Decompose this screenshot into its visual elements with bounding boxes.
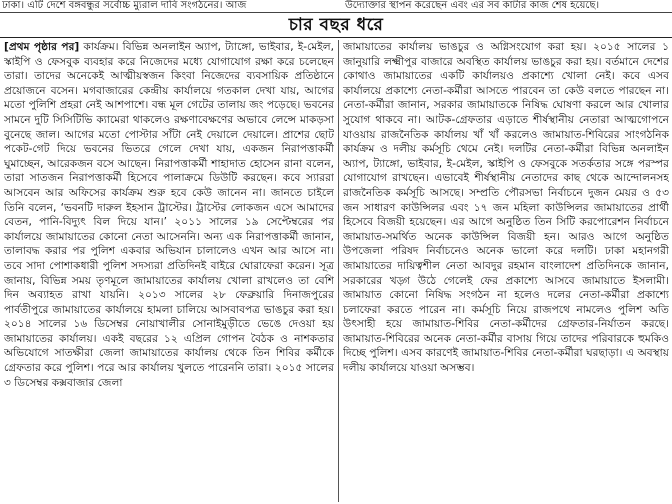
previous-article-left-text: ঢাকা। এটি দেশে বঙ্গবন্ধুর সর্বোচ্চ ম্যুরাল দাবি সংগঠনের। আজ: [2, 0, 247, 11]
continued-from-label: [প্রথম পৃষ্ঠার পর]: [4, 41, 80, 53]
left-column-paragraph: [4, 40, 334, 390]
left-column: [4, 40, 334, 502]
right-column: [343, 40, 669, 502]
right-column-body: জামায়াতের কার্যালয় ভাঙচুর ও অগ্নিসংযোগ করা হয়। ২০১৫ সালের ১ জানুয়ারি লক্ষ্মীপুর বাজারে অবস্থিত কার্যালয় ভাঙচুর করা হয়। বর্তমানে দেশের কোথাও জামায়াতের একটি কার্যালয়ও প্রকাশ্যে খোলা নেই। কবে এসব কার্যালয়ে প্রকাশ্যে নেতা-কর্মীরা আসতে পারবেন তা কেউ বলতে পারছেন না। নেতা-কর্মীরা জানান, সরকার জামায়াতকে নিষিদ্ধ ঘোষণা করলে আর খোলার সুযোগ থাকবে না। আটক-গ্রেফতার এড়াতে শীর্ষস্থানীয় নেতারা আত্মগোপনে যাওয়ায় রাজনৈতিক কার্যালয় খাঁ খাঁ করলেও জামায়াত-শিবিরের সাংগঠনিক কার্যক্রম ও দলীয় কর্মসূচি থেমে নেই। দলটির নেতা-কর্মীরা বিভিন্ন অনলাইন অ্যাপ, ট্যাঙ্গো, ভাইবার, ই-মেইল, স্কাইপি ও ফেসবুকে সতর্কতার সঙ্গে পরস্পর যোগাযোগ রাখছেন। এভাবেই শীর্ষস্থানীয় নেতাদের কাছ থেকে আন্দোলনসহ রাজনৈতিক কর্মসূচি আসছে। সম্প্রতি পৌরসভা নির্বাচনে দুজন মেয়র ও ৫৩ জন সাধারণ কাউন্সিলর এবং ১৭ জন মহিলা কাউন্সিলর জামায়াতের প্রার্থী হিসেবে বিজয়ী হয়েছেন। এর আগে অনুষ্ঠিত তিন সিটি করপোরেশন নির্বাচনে জামায়াত-সমর্থিত অনেক কাউন্সিল বিজয়ী হন। আরও আগে অনুষ্ঠিত উপজেলা পরিষদ নির্বাচনেও অনেক ভালো করে দলটি। ঢাকা মহানগরী জামায়াতের দায়িত্বশীল নেতা আবদুর রহমান বাংলাদেশ প্রতিদিনকে জানান, সরকারের খড়্গ উঠে গেলেই ফের প্রকাশ্যে আসবে জামায়াতে ইসলামী। জামায়াত কোনো নিষিদ্ধ সংগঠন না হলেও দলের নেতা-কর্মীরা প্রকাশ্যে চলাফেরা করতে পারেন না। কর্মসূচি নিয়ে রাজপথে নামলেও পুলিশ অতি উৎসাহী হয়ে জামায়াত-শিবির নেতা-কর্মীদের গ্রেফতার-নির্যাতন করছে। জামায়াত-শিবিরের অনেক নেতা-কর্মীর বাসায় গিয়ে তাদের পরিবারকে হুমকিও দিচ্ছে পুলিশ। এসব কারণেই জামায়াত-শিবির নেতা-কর্মীরা ঘরছাড়া। এ অবস্থায় দলীয় কার্যালয়ে যাওয়া অসম্ভব।: [343, 41, 669, 375]
previous-article-strip: [0, 0, 672, 13]
headline-bar: [0, 13, 672, 38]
left-column-body: কার্যক্রম। বিভিন্ন অনলাইন অ্যাপ, ট্যাঙ্গো, ভাইবার, ই-মেইল, স্কাইপি ও ফেসবুক ব্যবহার করে নিজেদের মধ্যে যোগাযোগ রক্ষা করে চলেছেন তারা। তাদের অনেকেই আত্মীয়স্বজন কিংবা নিজেদের ব্যবসায়িক প্রতিষ্ঠানে প্রয়োজনে বসেন। মগবাজারের কেন্দ্রীয় কার্যালয়ে গতকাল দেখা যায়, আগের মতো পুলিশি প্রহরা নেই আশপাশে। বন্ধ মূল গেটের তালায় জং পড়েছে। ভবনের সামনে দুটি সিসিটিভি ক্যামেরা থাকলেও রক্ষণাবেক্ষণের অভাবে লেন্সে মাকড়সা বুনেছে জাল। আগের মতো পোস্টার সাঁটা নেই দেয়ালে দেয়ালে। প্রাশের ছোট পকেট-গেট দিয়ে ভবনের ভিতরে গেলে দেখা যায়, একজন নিরাপত্তাকর্মী ঘুমাচ্ছেন, আরেকজন বসে আছেন। নিরাপত্তাকর্মী শাহাদাত হোসেন রানা বলেন, তারা সাতজন নিরাপত্তাকর্মী হিসেবে পালাক্রমে ডিউটি করছেন। কবে স্যাররা আসবেন আর অফিসের কার্যক্রম শুরু হবে কেউ জানেন না। জানতে চাইলে তিনি বলেন, ‘ভবনটি দারুল ইহসান ট্রাস্টের। ট্রাস্টের লোকজন এসে আমাদের বেতন, পানি-বিদ্যুৎ বিল দিয়ে যান।’ ২০১১ সালের ১৯ সেপ্টেম্বরের পর কার্যালয়ে জামায়াতের কোনো নেতা আসেননি। অন্য এক নিরাপত্তাকর্মী জানান, তালাবদ্ধ করার পর পুলিশ একবার অভিযান চালালেও এখন আর আসে না। তবে সাদা পোশাকধারী পুলিশ সদস্যরা প্রতিদিনই বাইরে ঘোরাফেরা করেন। সূত্র জানায়, বিভিন্ন সময় তৃণমূলে জামায়াতের কার্যালয় খোলা রাখলেও তা বেশি দিন অব্যাহত রাখা যায়নি। ২০১৩ সালের ২৮ ফেব্রুয়ারি দিনাজপুরের পার্বতীপুরে জামায়াতের কার্যালয়ে হামলা চালিয়ে আসবাবপত্র ভাঙচুর করা হয়। ২০১৪ সালের ১৬ ডিসেম্বর নোয়াখালীর সোনাইমুড়ীতে ভেঙে দেওয়া হয় জামায়াতের কার্যালয়। একই বছরের ১২ এপ্রিল গোপন বৈঠক ও নাশকতার অভিযোগে সাতক্ষীরা জেলা জামায়াতের কার্যালয় থেকে তিন শিবির কর্মীকে গ্রেফতার করে পুলিশ। পরে আর কার্যালয় খুলতে পারেননি তারা। ২০১৫ সালের ৩ ডিসেম্বর কক্সবাজার জেলা: [4, 41, 334, 389]
column-divider: [338, 40, 339, 502]
previous-article-right-text: উদ্যোক্তার স্থাপন করেছেন এবং এর সব কাটার কাজ শেষ হয়েছে।: [345, 0, 600, 11]
article-headline: চার বছর ধরে: [288, 15, 384, 35]
